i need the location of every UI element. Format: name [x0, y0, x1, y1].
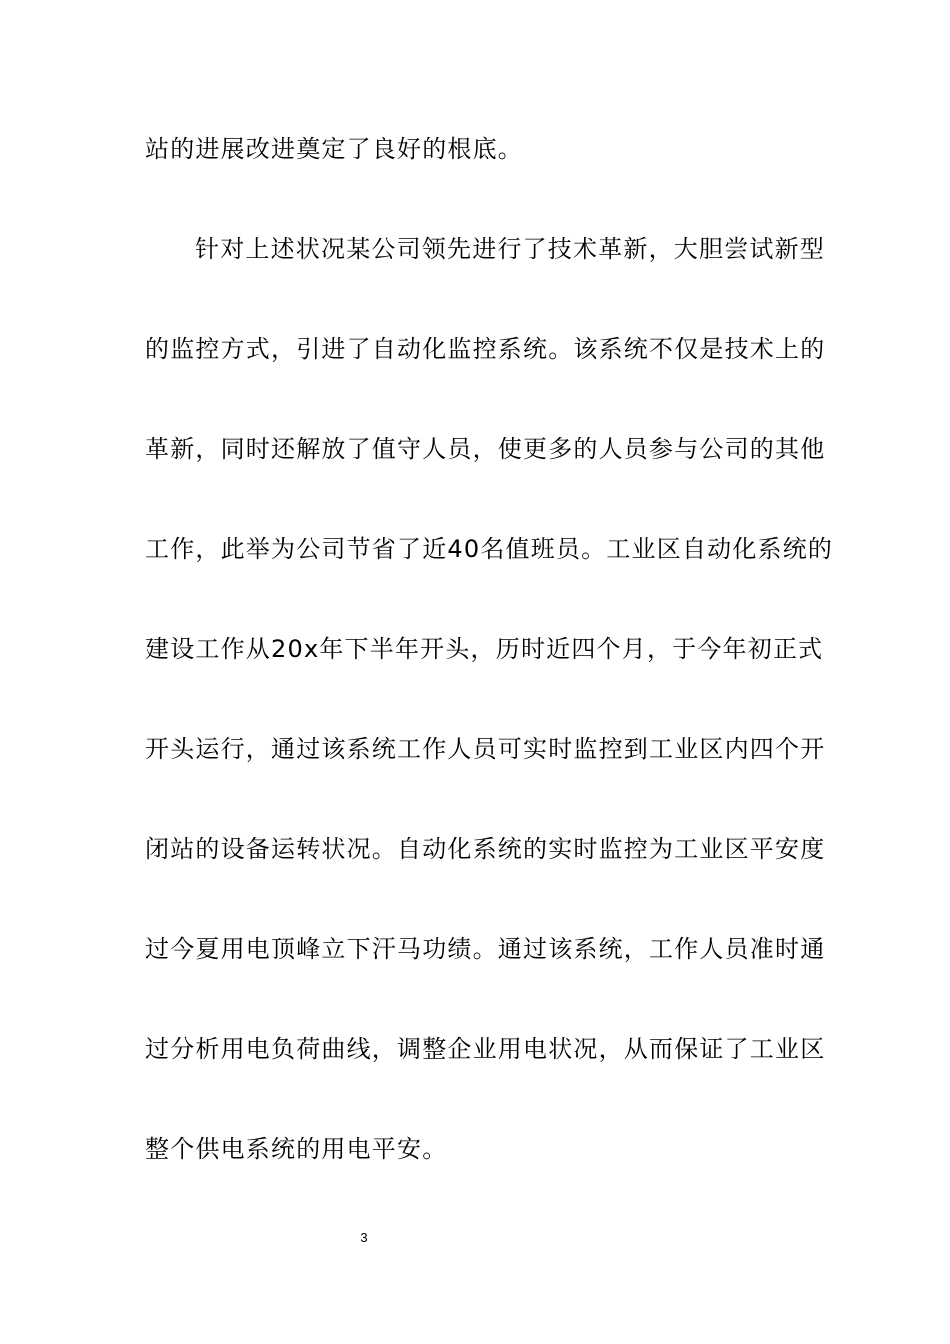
paragraph-line-3: 的监控方式，引进了自动化监控系统。该系统不仅是技术上的: [145, 335, 826, 363]
paragraph-line-4: 革新，同时还解放了值守人员，使更多的人员参与公司的其他: [145, 435, 826, 463]
paragraph-line-5: 工作，此举为公司节省了近40名值班员。工业区自动化系统的: [145, 535, 834, 563]
paragraph-line-2: 针对上述状况某公司领先进行了技术革新，大胆尝试新型: [195, 235, 825, 263]
page-number: 3: [360, 1230, 368, 1245]
paragraph-line-11: 整个供电系统的用电平安。: [145, 1135, 448, 1163]
paragraph-line-6: 建设工作从20x年下半年开头，历时近四个月，于今年初正式: [145, 635, 824, 663]
paragraph-line-1: 站的进展改进奠定了良好的根底。: [145, 135, 523, 163]
paragraph-line-9: 过今夏用电顶峰立下汗马功绩。通过该系统，工作人员准时通: [145, 935, 826, 963]
paragraph-line-8: 闭站的设备运转状况。自动化系统的实时监控为工业区平安度: [145, 835, 826, 863]
paragraph-line-7: 开头运行，通过该系统工作人员可实时监控到工业区内四个开: [145, 735, 826, 763]
paragraph-line-10: 过分析用电负荷曲线，调整企业用电状况，从而保证了工业区: [145, 1035, 826, 1063]
